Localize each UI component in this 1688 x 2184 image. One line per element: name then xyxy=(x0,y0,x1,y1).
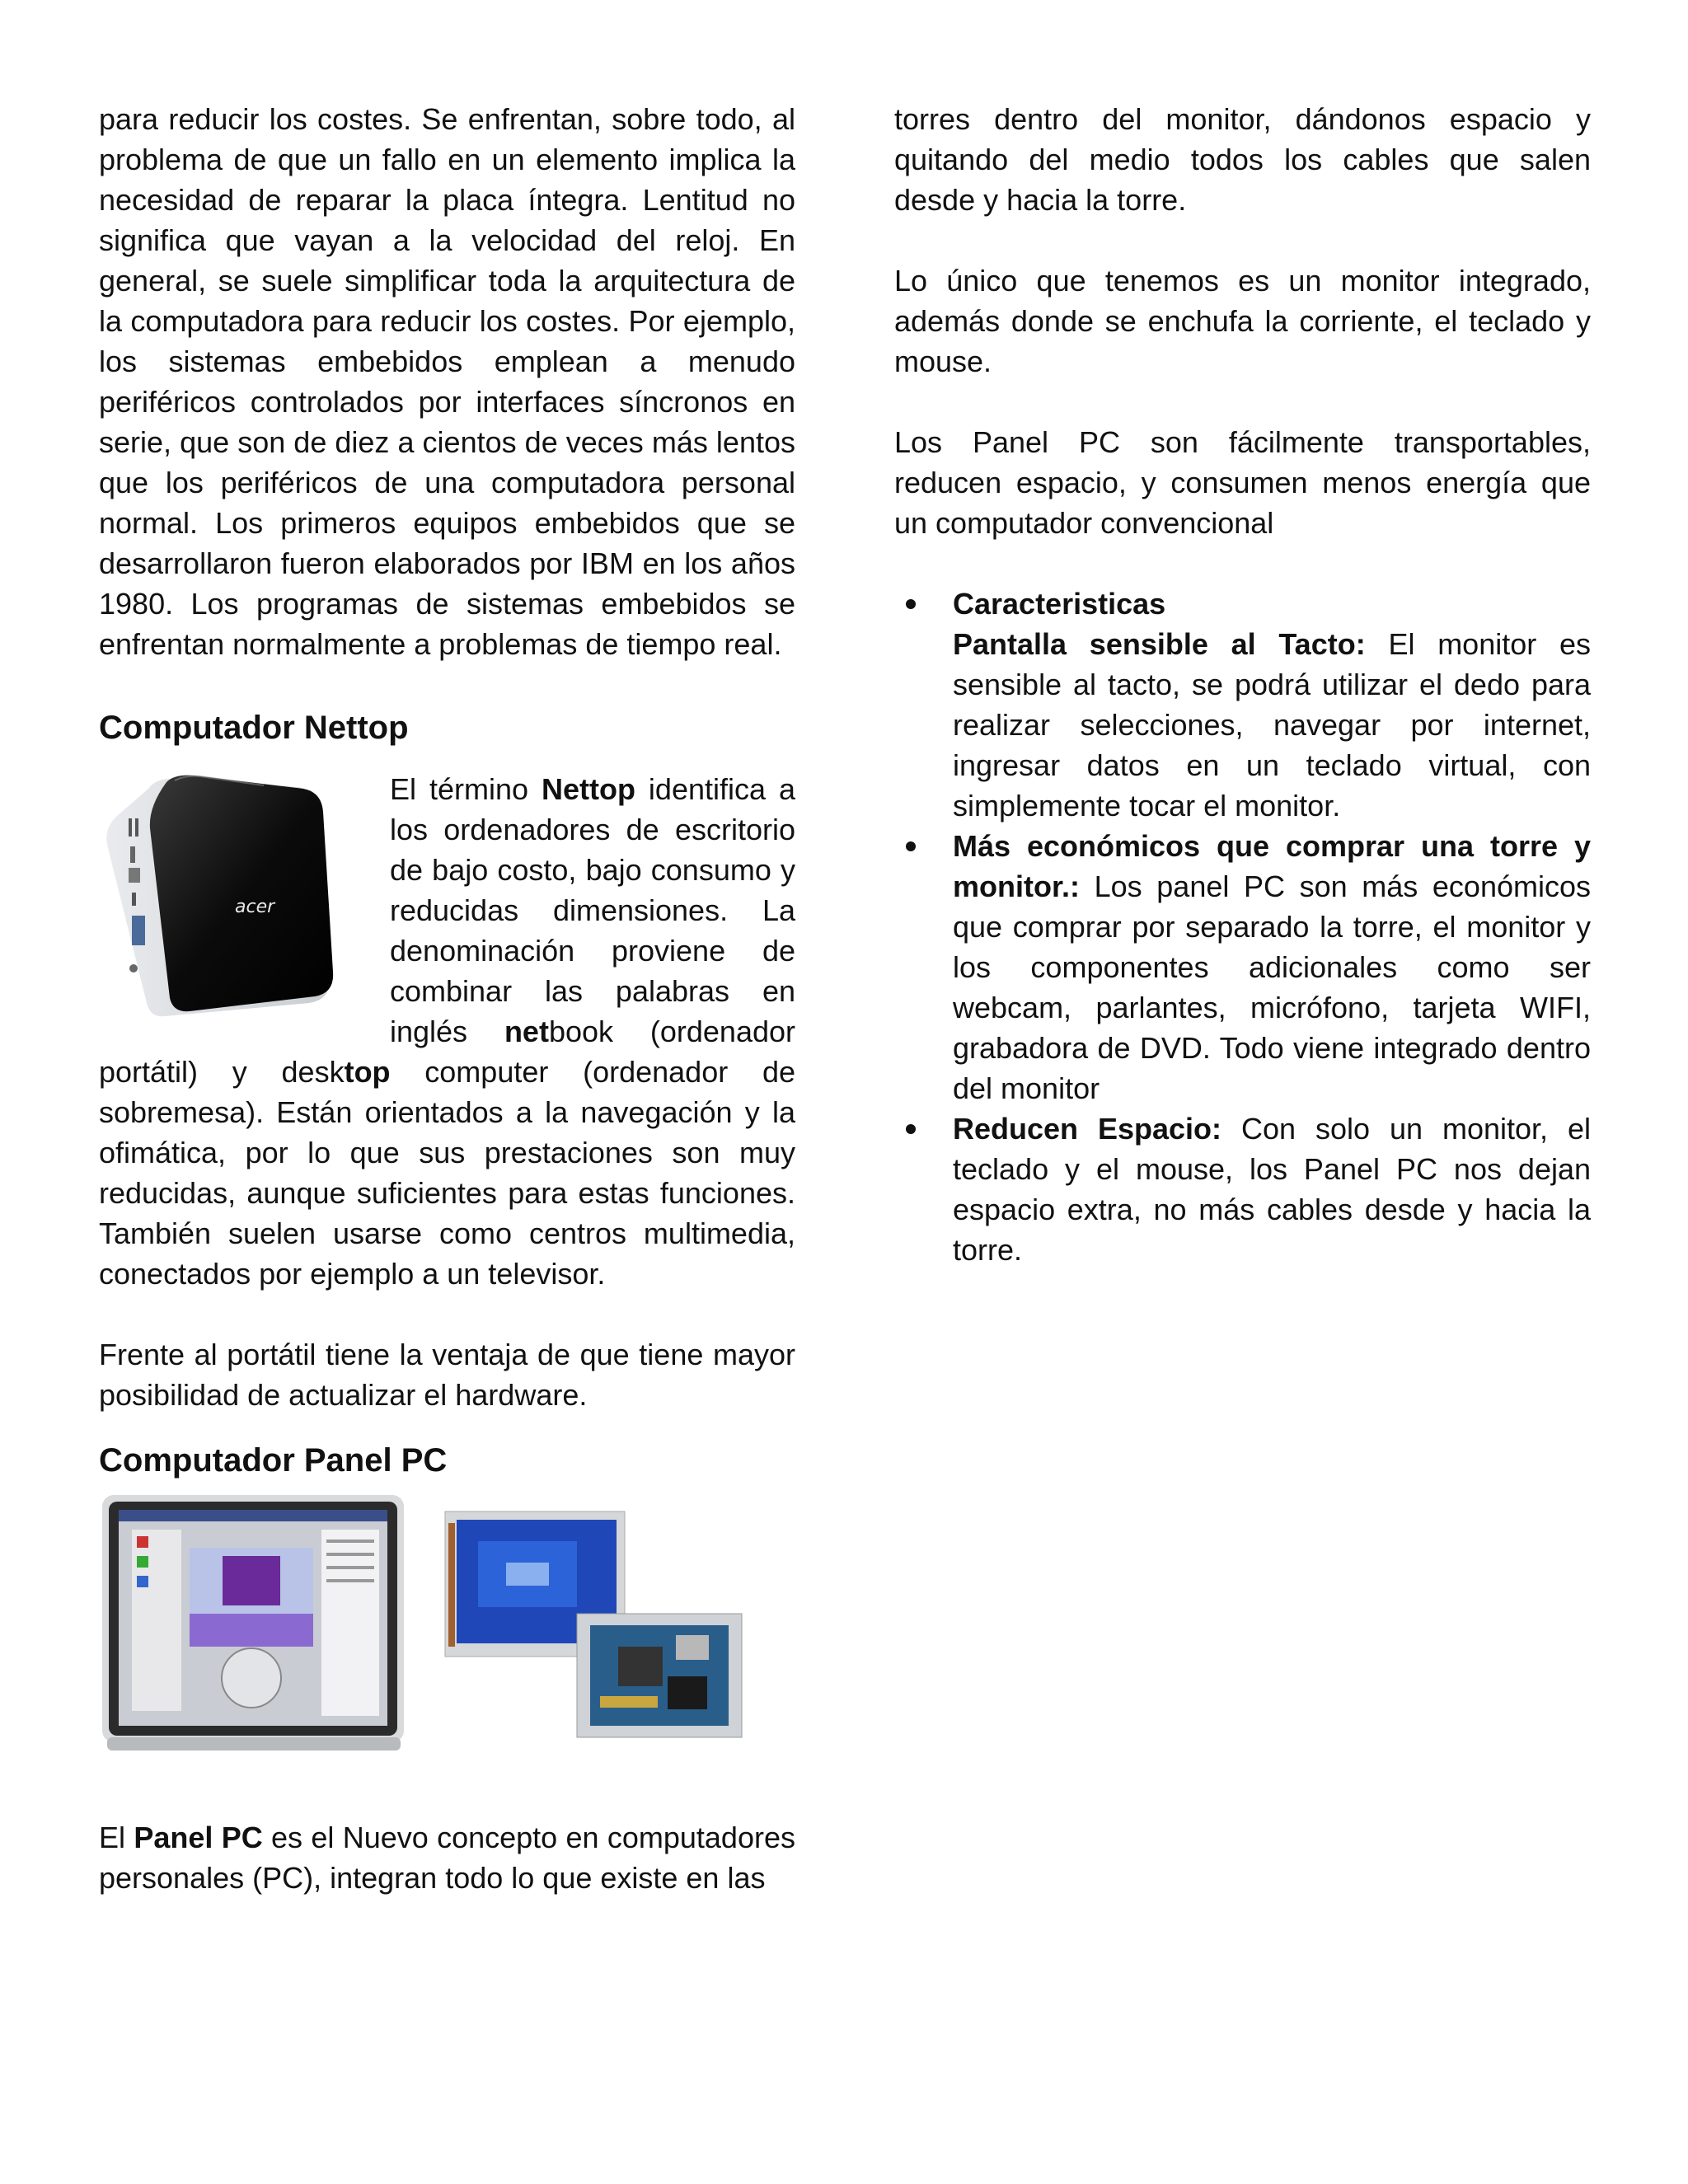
nettop-section xyxy=(99,769,795,1294)
nettop-p-mid1: identifica a los ordenadores de escritorio de bajo costo, bajo consumo y reducidas dimensiones. La denominación proviene de combinar las palabras en inglés xyxy=(390,772,795,1048)
panel-pc-images xyxy=(99,1490,795,1774)
left-column xyxy=(99,99,795,1898)
bullet-dot xyxy=(906,599,916,609)
feature-sublabel: Pantalla sensible al Tacto: xyxy=(953,627,1366,661)
feature-characteristics xyxy=(953,583,1591,826)
intro-paragraph: para reducir los costes. Se enfrentan, sobre todo, al problema de que un fallo en un elemento implica la necesidad de reparar la placa íntegra. Lentitud no significa que vayan a la velocidad del reloj. En general, se suele simplificar toda la arquitectura de la computadora para reducir los costes. Por ejemplo, los sistemas embebidos emplean a menudo periféricos controlados por interfaces síncronos en serie, que son de diez a cientos de veces más lentos que los periféricos de una computadora personal normal. Los primeros equipos embebidos que se desarrollaron fueron elaborados por IBM en los años 1980. Los programas de sistemas embebidos se enfrentan normalmente a problemas de tiempo real. xyxy=(99,102,795,661)
panel-p-end: es el Nuevo concepto en computadores personales (PC), integran todo lo que existe en las xyxy=(99,1821,795,1895)
panel-term: Panel PC xyxy=(134,1821,263,1854)
nettop-term: Nettop xyxy=(541,772,635,806)
feature-text: El monitor es sensible al tacto, se podrá utilizar el dedo para realizar selecciones, navegar por internet, ingresar datos en un teclado virtual, con simplemente tocar el monitor. xyxy=(953,627,1591,823)
list-item xyxy=(894,826,1591,1108)
bullet-dot xyxy=(906,1124,916,1134)
nettop-net: net xyxy=(504,1015,549,1048)
feature-text: Los panel PC son más económicos que comprar por separado la torre, el monitor y los componentes adicionales como ser webcam, parlantes, micrófono, tarjeta WIFI, grabadora de DVD. Todo viene integrado dentro del monitor xyxy=(953,869,1591,1105)
feature-label: Más económicos que comprar una torre y monitor.: xyxy=(953,829,1591,903)
nettop-heading: Computador Nettop xyxy=(99,710,409,746)
nettop-p-end: computer (ordenador de sobremesa). Están orientados a la navegación y la ofimática, por lo que sus prestaciones son muy reducidas, aunque suficientes para estas funciones. También suelen usarse como centros multimedia, conectados por ejemplo a un televisor. xyxy=(99,1055,795,1291)
panel-p-start: El xyxy=(99,1821,134,1854)
list-item xyxy=(894,1108,1591,1270)
features-list xyxy=(894,583,1591,1270)
panel-pc-monitor-image xyxy=(99,1490,412,1758)
feature-space xyxy=(953,1108,1591,1270)
feature-label: Reducen Espacio: xyxy=(953,1112,1222,1146)
feature-title: Caracteristicas xyxy=(953,587,1166,621)
acer-nettop-illustration xyxy=(99,771,361,1018)
bullet-dot xyxy=(906,841,916,851)
list-item xyxy=(894,583,1591,826)
nettop-book: book (ordenador portátil) y desk xyxy=(99,1015,795,1089)
nettop-device-image xyxy=(99,771,361,1018)
feature-economic xyxy=(953,826,1591,1108)
right-paragraph-1: torres dentro del monitor, dándonos espacio y quitando del medio todos los cables que salen desde y hacia la torre. xyxy=(894,102,1591,217)
feature-text: Con solo un monitor, el teclado y el mouse, los Panel PC nos dejan espacio extra, no más cables desde y hacia la torre. xyxy=(953,1112,1591,1267)
right-column xyxy=(894,99,1591,1270)
right-paragraph-2: Lo único que tenemos es un monitor integrado, además donde se enchufa la corriente, el teclado y mouse. xyxy=(894,264,1591,378)
panel-pc-board-image xyxy=(429,1490,758,1758)
acer-logo: acer xyxy=(235,897,275,917)
nettop-top: top xyxy=(344,1055,391,1089)
nettop-paragraph-2: Frente al portátil tiene la ventaja de que tiene mayor posibilidad de actualizar el hardware. xyxy=(99,1338,795,1412)
panel-paragraph xyxy=(99,1817,795,1898)
panel-heading: Computador Panel PC xyxy=(99,1442,448,1479)
right-paragraph-3: Los Panel PC son fácilmente transportables, reducen espacio, y consumen menos energía que un computador convencional xyxy=(894,425,1591,540)
nettop-p-start: El término xyxy=(390,772,542,806)
